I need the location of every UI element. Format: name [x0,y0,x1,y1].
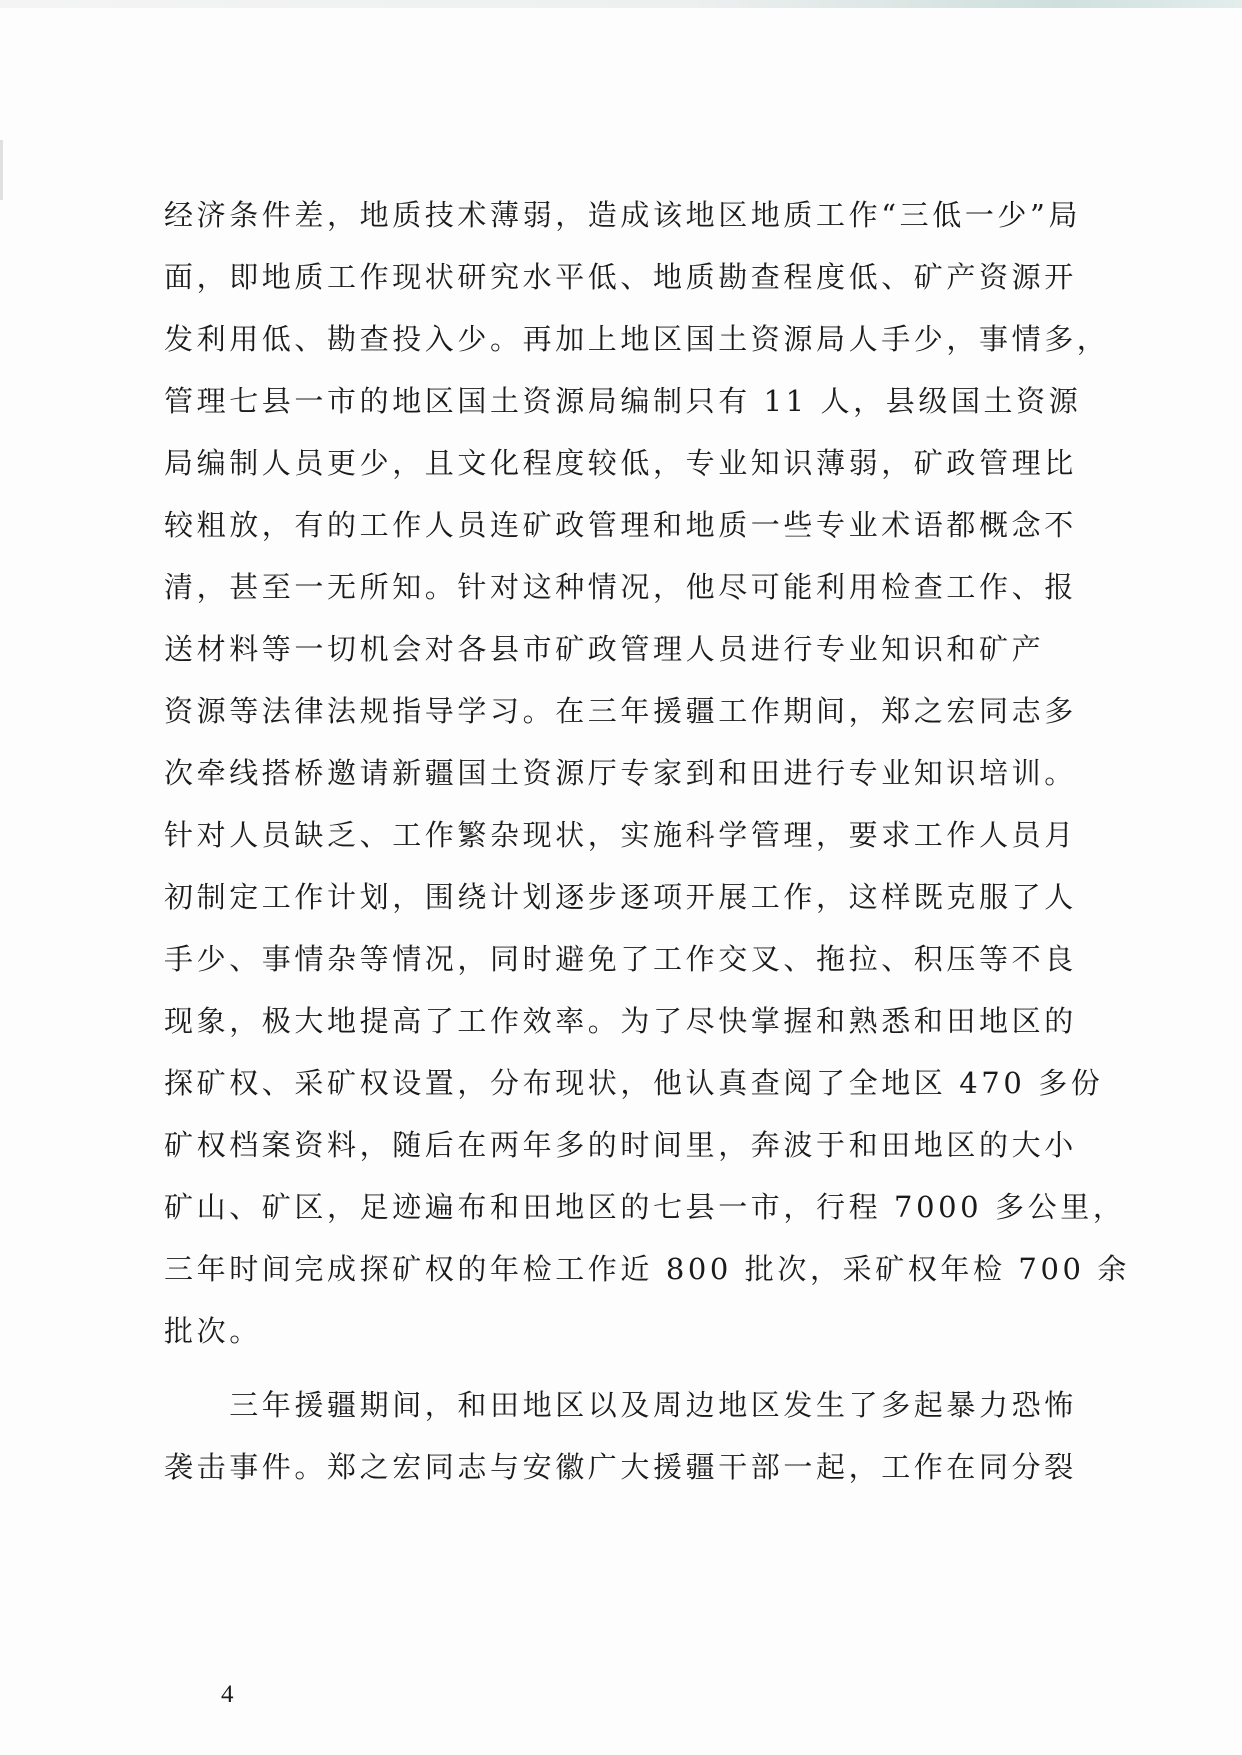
paragraph-1 [164,184,1130,1362]
scan-edge-left [0,140,3,200]
text-line: 现象，极大地提高了工作效率。为了尽快掌握和熟悉和田地区的 [164,1004,1077,1038]
text-line: 送材料等一切机会对各县市矿政管理人员进行专业知识和矿产 [164,632,1045,666]
text-line: 矿山、矿区，足迹遍布和田地区的七县一市，行程 7000 多公里， [164,1190,1126,1224]
text-line: 三年时间完成探矿权的年检工作近 800 批次，采矿权年检 700 余 [164,1252,1130,1286]
paragraph-gap [164,1362,1084,1374]
body-text [164,184,1130,1498]
text-line: 较粗放，有的工作人员连矿政管理和地质一些专业术语都概念不 [164,508,1077,542]
text-line: 经济条件差，地质技术薄弱，造成该地区地质工作“三低一少”局 [164,198,1082,232]
text-line: 初制定工作计划，围绕计划逐步逐项开展工作，这样既克服了人 [164,880,1077,914]
scan-edge-top [0,0,1242,8]
text-line: 清，甚至一无所知。针对这种情况，他尽可能利用检查工作、报 [164,570,1077,604]
text-line: 局编制人员更少，且文化程度较低，专业知识薄弱，矿政管理比 [164,446,1077,480]
text-line: 探矿权、采矿权设置，分布现状，他认真查阅了全地区 470 多份 [164,1066,1104,1100]
text-line: 管理七县一市的地区国土资源局编制只有 11 人，县级国土资源 [164,384,1082,418]
text-line: 面，即地质工作现状研究水平低、地质勘查程度低、矿产资源开 [164,260,1077,294]
paragraph-2 [164,1374,1084,1498]
text-line: 批次。 [164,1314,262,1348]
text-line: 次牵线搭桥邀请新疆国土资源厅专家到和田进行专业知识培训。 [164,756,1077,790]
text-line: 三年援疆期间，和田地区以及周边地区发生了多起暴力恐怖 [164,1388,1077,1422]
text-line: 袭击事件。郑之宏同志与安徽广大援疆干部一起，工作在同分裂 [164,1450,1077,1484]
text-line: 发利用低、勘查投入少。再加上地区国土资源局人手少，事情多， [164,322,1110,356]
text-line: 矿权档案资料，随后在两年多的时间里，奔波于和田地区的大小 [164,1128,1077,1162]
text-line: 手少、事情杂等情况，同时避免了工作交叉、拖拉、积压等不良 [164,942,1077,976]
page-number: 4 [221,1681,234,1708]
text-line: 针对人员缺乏、工作繁杂现状，实施科学管理，要求工作人员月 [164,818,1077,852]
text-line: 资源等法律法规指导学习。在三年援疆工作期间，郑之宏同志多 [164,694,1077,728]
